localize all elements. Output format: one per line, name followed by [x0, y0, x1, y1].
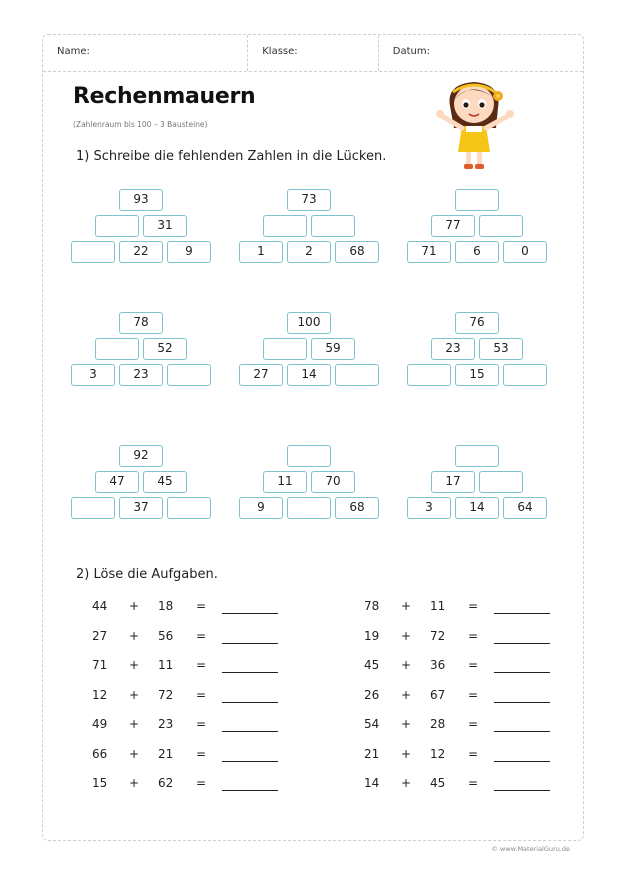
answer-blank[interactable] — [494, 643, 550, 644]
answer-blank[interactable] — [222, 643, 278, 644]
wall-brick: 37 — [119, 497, 163, 519]
wall-brick: 68 — [335, 497, 379, 519]
wall-brick[interactable] — [95, 338, 139, 360]
second-addend: 11 — [158, 658, 174, 672]
page-title: Rechenmauern — [73, 84, 256, 109]
wall-brick: 15 — [455, 364, 499, 386]
wall-brick: 71 — [407, 241, 451, 263]
wall-brick[interactable] — [479, 215, 523, 237]
equals-sign: = — [468, 599, 479, 613]
answer-blank[interactable] — [222, 761, 278, 762]
wall-brick: 93 — [119, 189, 163, 211]
wall-brick: 53 — [479, 338, 523, 360]
second-addend: 12 — [430, 746, 446, 761]
task1-heading: 1) Schreibe die fehlenden Zahlen in die Lücken. — [76, 149, 387, 164]
answer-blank[interactable] — [494, 761, 550, 762]
second-addend: 56 — [158, 628, 174, 643]
first-addend: 19 — [364, 628, 380, 643]
first-addend: 12 — [92, 687, 108, 702]
plus-sign: + — [401, 628, 412, 643]
page-subtitle: (Zahlenraum bis 100 – 3 Bausteine) — [73, 120, 208, 129]
wall-brick: 0 — [503, 241, 547, 263]
name-label: Name: — [57, 46, 90, 57]
first-addend: 21 — [364, 746, 380, 761]
wall-brick: 45 — [143, 471, 187, 493]
wall-brick[interactable] — [167, 497, 211, 519]
equals-sign: = — [196, 599, 207, 613]
wall-brick[interactable] — [455, 445, 499, 467]
plus-sign: + — [401, 687, 412, 702]
wall-brick: 9 — [167, 241, 211, 263]
wall-brick[interactable] — [167, 364, 211, 386]
wall-brick: 92 — [119, 445, 163, 467]
equals-sign: = — [468, 628, 479, 643]
equals-sign: = — [196, 746, 207, 761]
first-addend: 78 — [364, 599, 380, 613]
second-addend: 72 — [158, 687, 174, 702]
wall-brick: 17 — [431, 471, 475, 493]
first-addend: 49 — [92, 717, 108, 731]
wall-brick[interactable] — [71, 241, 115, 263]
answer-blank[interactable] — [494, 731, 550, 732]
wall-brick: 73 — [287, 189, 331, 211]
task2-heading: 2) Löse die Aufgaben. — [76, 567, 218, 582]
class-label: Klasse: — [262, 46, 298, 57]
answer-blank[interactable] — [494, 613, 550, 614]
first-addend: 66 — [92, 746, 108, 761]
wall-brick[interactable] — [407, 364, 451, 386]
equals-sign: = — [468, 746, 479, 761]
second-addend: 21 — [158, 746, 174, 761]
wall-brick: 100 — [287, 312, 331, 334]
plus-sign: + — [401, 746, 412, 761]
second-addend: 11 — [430, 599, 446, 613]
plus-sign: + — [129, 717, 140, 731]
header-row — [43, 35, 583, 72]
answer-blank[interactable] — [494, 790, 550, 791]
plus-sign: + — [401, 658, 412, 672]
first-addend: 14 — [364, 776, 380, 790]
wall-brick: 64 — [503, 497, 547, 519]
second-addend: 23 — [158, 717, 174, 731]
girl-mascot-icon — [432, 76, 522, 176]
wall-brick: 77 — [431, 215, 475, 237]
second-addend: 72 — [430, 628, 446, 643]
second-addend: 36 — [430, 658, 446, 672]
first-addend: 26 — [364, 687, 380, 702]
wall-brick[interactable] — [311, 215, 355, 237]
first-addend: 27 — [92, 628, 108, 643]
wall-brick: 70 — [311, 471, 355, 493]
copyright-footer: © www.MaterialGuru.de — [491, 845, 570, 853]
equals-sign: = — [196, 776, 207, 790]
plus-sign: + — [129, 746, 140, 761]
second-addend: 18 — [158, 599, 174, 613]
wall-brick: 76 — [455, 312, 499, 334]
equals-sign: = — [468, 687, 479, 702]
wall-brick[interactable] — [95, 215, 139, 237]
wall-brick: 59 — [311, 338, 355, 360]
wall-brick[interactable] — [287, 497, 331, 519]
plus-sign: + — [401, 776, 412, 790]
wall-brick: 22 — [119, 241, 163, 263]
wall-brick: 1 — [239, 241, 283, 263]
equals-sign: = — [196, 628, 207, 643]
equals-sign: = — [196, 717, 207, 731]
plus-sign: + — [129, 687, 140, 702]
wall-brick[interactable] — [335, 364, 379, 386]
wall-brick: 31 — [143, 215, 187, 237]
answer-blank[interactable] — [222, 613, 278, 614]
wall-brick: 27 — [239, 364, 283, 386]
equals-sign: = — [468, 776, 479, 790]
class-field[interactable] — [248, 35, 379, 71]
wall-brick[interactable] — [263, 338, 307, 360]
first-addend: 54 — [364, 717, 380, 731]
date-label: Datum: — [392, 46, 430, 57]
answer-blank[interactable] — [222, 702, 278, 703]
wall-brick: 3 — [71, 364, 115, 386]
first-addend: 45 — [364, 658, 380, 672]
wall-brick: 23 — [431, 338, 475, 360]
plus-sign: + — [401, 599, 412, 613]
plus-sign: + — [129, 658, 140, 672]
answer-blank[interactable] — [494, 702, 550, 703]
name-field[interactable] — [43, 35, 248, 71]
answer-blank[interactable] — [222, 672, 278, 673]
answer-blank[interactable] — [222, 731, 278, 732]
plus-sign: + — [129, 599, 140, 613]
equals-sign: = — [468, 717, 479, 731]
plus-sign: + — [401, 717, 412, 731]
wall-brick[interactable] — [263, 215, 307, 237]
wall-brick: 47 — [95, 471, 139, 493]
wall-brick: 14 — [455, 497, 499, 519]
wall-brick: 6 — [455, 241, 499, 263]
equals-sign: = — [196, 687, 207, 702]
wall-brick: 9 — [239, 497, 283, 519]
plus-sign: + — [129, 776, 140, 790]
second-addend: 67 — [430, 687, 446, 702]
first-addend: 71 — [92, 658, 108, 672]
first-addend: 15 — [92, 776, 108, 790]
wall-brick: 14 — [287, 364, 331, 386]
wall-brick: 68 — [335, 241, 379, 263]
wall-brick: 2 — [287, 241, 331, 263]
date-field[interactable] — [379, 35, 583, 71]
wall-brick[interactable] — [287, 445, 331, 467]
wall-brick: 78 — [119, 312, 163, 334]
first-addend: 44 — [92, 599, 108, 613]
wall-brick[interactable] — [479, 471, 523, 493]
second-addend: 28 — [430, 717, 446, 731]
wall-brick[interactable] — [455, 189, 499, 211]
wall-brick[interactable] — [71, 497, 115, 519]
wall-brick: 23 — [119, 364, 163, 386]
wall-brick: 52 — [143, 338, 187, 360]
answer-blank[interactable] — [222, 790, 278, 791]
wall-brick: 3 — [407, 497, 451, 519]
plus-sign: + — [129, 628, 140, 643]
second-addend: 62 — [158, 776, 174, 790]
equals-sign: = — [196, 658, 207, 672]
wall-brick: 11 — [263, 471, 307, 493]
wall-brick[interactable] — [503, 364, 547, 386]
second-addend: 45 — [430, 776, 446, 790]
equals-sign: = — [468, 658, 479, 672]
answer-blank[interactable] — [494, 672, 550, 673]
